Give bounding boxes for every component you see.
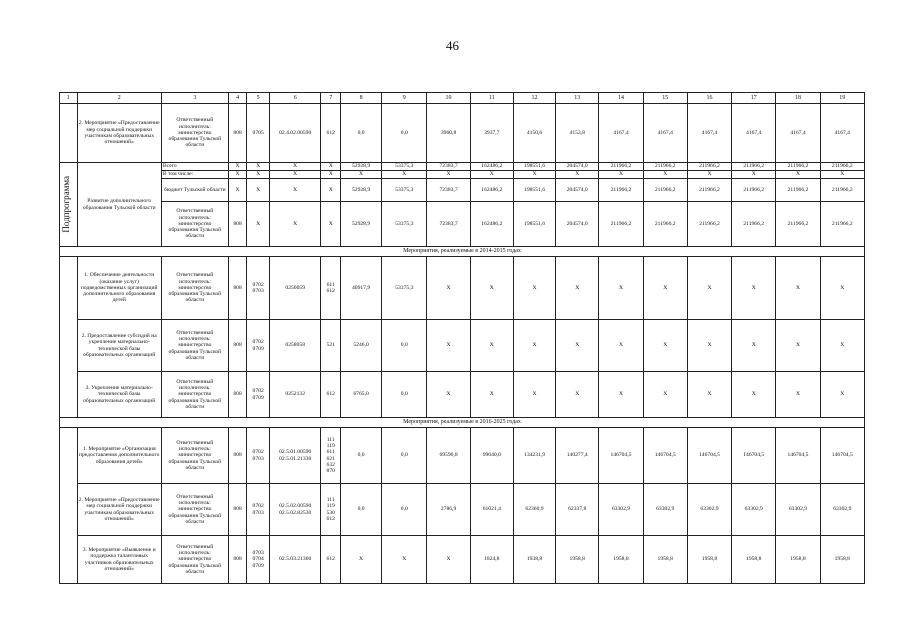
table-cell: X — [321, 171, 341, 179]
table-cell: 63302,9 — [599, 484, 643, 536]
table-cell: X — [247, 163, 270, 171]
header-cell: 2 — [77, 93, 161, 104]
table-cell: 211966,2 — [643, 202, 687, 247]
table-cell: 53375,3 — [382, 179, 427, 202]
header-row — [60, 93, 865, 104]
table-cell: 808 — [228, 104, 247, 163]
subprogram-name: Развитие дополнительного образования Тульской области — [77, 163, 161, 247]
table-cell: 0252132 — [269, 372, 320, 418]
table-cell: бюджет Тульской области — [161, 179, 228, 202]
table-cell: Ответственный исполнитель: министерство образования Тульской области — [161, 320, 228, 372]
table-cell: X — [247, 202, 270, 247]
table-cell: 198551,6 — [513, 163, 555, 171]
table-cell: 204574,0 — [556, 179, 599, 202]
table-cell: 211966,2 — [687, 202, 731, 247]
header-cell: 4 — [228, 93, 247, 104]
table-cell: X — [247, 171, 270, 179]
table-cell: X — [382, 171, 427, 179]
section-title: Мероприятия, реализуемые в 2016-2025 годах — [60, 418, 865, 428]
table-cell: X — [321, 179, 341, 202]
table-cell: Ответственный исполнитель: министерство образования Тульской области — [161, 104, 228, 163]
table-cell: Ответственный исполнитель: министерство образования Тульской области — [161, 484, 228, 536]
header-cell: 18 — [776, 93, 820, 104]
table-cell: 146704,5 — [599, 428, 643, 484]
table-cell: X — [599, 372, 643, 418]
table-cell: X — [820, 320, 864, 372]
table-cell: 61021,4 — [470, 484, 513, 536]
table-cell: 63302,9 — [820, 484, 864, 536]
table-cell: 0702 0703 — [247, 428, 270, 484]
table-cell: X — [820, 171, 864, 179]
table-cell: X — [687, 320, 731, 372]
table-cell: X — [732, 320, 776, 372]
table-cell: 146704,5 — [776, 428, 820, 484]
table-cell: 3. Укрепление материально-технической базы образовательных организаций — [77, 372, 161, 418]
table-cell: В том числе: — [161, 171, 228, 179]
table-cell: 63302,9 — [776, 484, 820, 536]
table-cell: 808 — [228, 372, 247, 418]
table-cell: 211966,2 — [732, 202, 776, 247]
table-cell: 4153,8 — [556, 104, 599, 163]
table-cell: 211966,2 — [820, 179, 864, 202]
table-cell: X — [427, 320, 470, 372]
table-cell: X — [776, 171, 820, 179]
table-cell: X — [228, 171, 247, 179]
table-cell: 1958,8 — [599, 536, 643, 584]
header-cell: 7 — [321, 93, 341, 104]
table-cell: 0,0 — [340, 484, 381, 536]
table-cell: 146704,5 — [732, 428, 776, 484]
table-cell: X — [340, 536, 381, 584]
section-row — [60, 418, 865, 428]
table-cell: 612 — [321, 536, 341, 584]
header-cell: 8 — [340, 93, 381, 104]
table-cell: 6765,0 — [340, 372, 381, 418]
table-cell: 808 — [228, 202, 247, 247]
table-cell: 146704,5 — [643, 428, 687, 484]
table-cell: 1958,8 — [732, 536, 776, 584]
table-cell: X — [776, 372, 820, 418]
table-row — [60, 428, 865, 484]
table-cell: 40917,9 — [340, 257, 381, 320]
table-cell: X — [470, 171, 513, 179]
table-cell: 162486,2 — [470, 202, 513, 247]
table-row — [60, 484, 865, 536]
table-cell — [60, 257, 78, 418]
table-cell: 1958,8 — [820, 536, 864, 584]
table-cell: 53375,3 — [382, 257, 427, 320]
budget-table — [59, 92, 865, 584]
table-cell: X — [321, 202, 341, 247]
table-cell: 211966,2 — [776, 163, 820, 171]
table-cell: Ответственный исполнитель: министерство образования Тульской области — [161, 202, 228, 247]
table-cell: 1. Мероприятие «Организация предоставления дополнительного образования детей» — [77, 428, 161, 484]
table-cell: X — [732, 372, 776, 418]
table-cell: 146704,5 — [687, 428, 731, 484]
table-cell: 134231,9 — [513, 428, 555, 484]
table-cell: 1958,8 — [643, 536, 687, 584]
table-cell: 211966,2 — [732, 163, 776, 171]
table-cell: X — [269, 171, 320, 179]
header-cell: 3 — [161, 93, 228, 104]
table-cell: X — [732, 171, 776, 179]
table-row — [60, 320, 865, 372]
table-cell: X — [556, 257, 599, 320]
table-cell: X — [427, 171, 470, 179]
table-cell: 3937,7 — [470, 104, 513, 163]
table-cell: 211966,2 — [643, 179, 687, 202]
table-cell: 5246,0 — [340, 320, 381, 372]
table-cell: 211966,2 — [599, 202, 643, 247]
table-row — [60, 536, 865, 584]
table-cell: 1938,8 — [513, 536, 555, 584]
table-cell: 211966,2 — [776, 179, 820, 202]
table-cell: 63302,9 — [732, 484, 776, 536]
table-cell: X — [427, 372, 470, 418]
table-cell: 1824,8 — [470, 536, 513, 584]
table-cell: Всего — [161, 163, 228, 171]
table-cell: 72383,7 — [427, 202, 470, 247]
header-cell: 14 — [599, 93, 643, 104]
vertical-label: Подпрограмма — [61, 176, 71, 233]
table-cell: 0258058 — [269, 320, 320, 372]
table-cell: 02.5.03.21360 — [269, 536, 320, 584]
table-cell: X — [470, 372, 513, 418]
table-cell: X — [687, 171, 731, 179]
table-cell: 52928,9 — [340, 202, 381, 247]
table-cell: 808 — [228, 257, 247, 320]
table-cell: 111 119 611 621 632 870 — [321, 428, 341, 484]
table-cell: X — [776, 257, 820, 320]
table-cell: X — [427, 536, 470, 584]
table-row — [60, 372, 865, 418]
table-cell: 2786,9 — [427, 484, 470, 536]
table-cell: 02.4.02.00590 — [269, 104, 320, 163]
table-cell: 62360,9 — [513, 484, 555, 536]
table-cell: X — [269, 179, 320, 202]
table-cell: Ответственный исполнитель: министерство образования Тульской области — [161, 372, 228, 418]
table-cell: 53375,3 — [382, 202, 427, 247]
table-row — [60, 179, 865, 202]
table-cell: 211966,2 — [643, 163, 687, 171]
table-cell: 0,0 — [340, 104, 381, 163]
table-cell: 72383,7 — [427, 163, 470, 171]
table-cell: 612 — [321, 104, 341, 163]
table-cell: 146704,5 — [820, 428, 864, 484]
table-cell: X — [643, 257, 687, 320]
header-cell: 16 — [687, 93, 731, 104]
table-cell: X — [269, 163, 320, 171]
table-cell: X — [732, 257, 776, 320]
table-cell: Ответственный исполнитель: министерство образования Тульской области — [161, 257, 228, 320]
table-cell: X — [228, 179, 247, 202]
table-cell — [60, 428, 78, 584]
table-cell: 0,0 — [382, 484, 427, 536]
table-cell: X — [382, 536, 427, 584]
section-title: Мероприятия, реализуемые в 2014-2015 годах — [60, 247, 865, 257]
table-cell: X — [427, 257, 470, 320]
table-cell: 0,0 — [382, 428, 427, 484]
table-cell: 211966,2 — [687, 179, 731, 202]
table-cell: 0703 0704 0709 — [247, 536, 270, 584]
table-cell: 1958,8 — [687, 536, 731, 584]
header-cell: 13 — [556, 93, 599, 104]
table-cell: 808 — [228, 484, 247, 536]
table-cell: 198551,6 — [513, 202, 555, 247]
table-cell: 0,0 — [382, 320, 427, 372]
table-cell: X — [643, 372, 687, 418]
table-cell: 521 — [321, 320, 341, 372]
table-cell: 204574,0 — [556, 163, 599, 171]
table-cell: 52928,9 — [340, 163, 381, 171]
section-row — [60, 247, 865, 257]
table-row — [60, 202, 865, 247]
header-cell: 9 — [382, 93, 427, 104]
table-cell: 162486,2 — [470, 179, 513, 202]
table-cell: Ответственный исполнитель: министерство образования Тульской области — [161, 428, 228, 484]
table-cell: X — [599, 171, 643, 179]
table-cell: 211966,2 — [732, 179, 776, 202]
table-cell: 211966,2 — [820, 202, 864, 247]
table-cell: 612 — [321, 372, 341, 418]
table-cell: 111 119 530 612 — [321, 484, 341, 536]
table-cell: 1958,8 — [556, 536, 599, 584]
table-cell: X — [470, 320, 513, 372]
table-cell: 02.5.01.00590 02.5.01.21330 — [269, 428, 320, 484]
table-cell: 0702 0703 — [247, 257, 270, 320]
table-cell: X — [556, 372, 599, 418]
table-cell: 63302,9 — [643, 484, 687, 536]
table-cell: X — [228, 163, 247, 171]
table-cell: X — [269, 202, 320, 247]
header-cell: 6 — [269, 93, 320, 104]
table-cell: 53375,3 — [382, 163, 427, 171]
table-cell: X — [820, 372, 864, 418]
table-row — [60, 171, 865, 179]
table-cell: X — [340, 171, 381, 179]
table-cell: X — [643, 320, 687, 372]
table-cell: 211966,2 — [776, 202, 820, 247]
table-cell: 4167,4 — [687, 104, 731, 163]
table-cell: X — [776, 320, 820, 372]
table-cell: 62337,8 — [556, 484, 599, 536]
header-cell: 11 — [470, 93, 513, 104]
table-cell: 0,0 — [340, 428, 381, 484]
table-cell: X — [513, 320, 555, 372]
table-cell: 162486,2 — [470, 163, 513, 171]
table-cell — [60, 104, 78, 163]
table-cell: 3. Мероприятие «Выявление и поддержка талантливых участников образовательных отношений» — [77, 536, 161, 584]
table-cell: 02.5.02.00590 02.5.02.82530 — [269, 484, 320, 536]
table-cell: 808 — [228, 428, 247, 484]
table-cell: 4167,4 — [776, 104, 820, 163]
table-cell: 198551,6 — [513, 179, 555, 202]
table-cell: 0250059 — [269, 257, 320, 320]
table-cell: 211966,2 — [599, 163, 643, 171]
table-cell: 0,0 — [382, 104, 427, 163]
table-cell: 211966,2 — [820, 163, 864, 171]
table-cell: X — [556, 320, 599, 372]
table-cell: 2. Предоставление субсидий на укрепление материально-технической базы образовательных организаций — [77, 320, 161, 372]
table-cell: 204574,0 — [556, 202, 599, 247]
table-cell: X — [247, 179, 270, 202]
table-cell: 211966,2 — [687, 163, 731, 171]
table-cell: 4167,4 — [643, 104, 687, 163]
table-row — [60, 104, 865, 163]
table-cell: 611 612 — [321, 257, 341, 320]
table-cell: 69596,8 — [427, 428, 470, 484]
header-cell: 15 — [643, 93, 687, 104]
header-cell: 5 — [247, 93, 270, 104]
table-cell: X — [513, 257, 555, 320]
table-cell: X — [556, 171, 599, 179]
table-cell: 2. Мероприятие «Предоставление мер социальной поддержки участникам образовательных отношений» — [77, 104, 161, 163]
header-cell: 17 — [732, 93, 776, 104]
table-cell: 2. Мероприятие «Предоставление мер социальной поддержки участникам образовательных отношений» — [77, 484, 161, 536]
table-cell: X — [687, 372, 731, 418]
table-cell: 4167,4 — [732, 104, 776, 163]
table-cell: X — [321, 163, 341, 171]
header-cell: 12 — [513, 93, 555, 104]
table-cell: 4150,6 — [513, 104, 555, 163]
table-row — [60, 257, 865, 320]
table-cell: 1958,8 — [776, 536, 820, 584]
table-cell: 63302,9 — [687, 484, 731, 536]
header-cell: 1 — [60, 93, 78, 104]
table-cell: X — [643, 171, 687, 179]
table-cell: 0702 0703 — [247, 484, 270, 536]
table-cell: X — [599, 320, 643, 372]
table-cell: 140277,4 — [556, 428, 599, 484]
table-cell: X — [470, 257, 513, 320]
table-cell: 0,0 — [382, 372, 427, 418]
table-cell: 211966,2 — [599, 179, 643, 202]
table-cell: 4167,4 — [820, 104, 864, 163]
table-cell: X — [513, 372, 555, 418]
table-cell: 0705 — [247, 104, 270, 163]
table-row — [60, 163, 865, 171]
table-cell: 52928,9 — [340, 179, 381, 202]
table-cell: 808 — [228, 536, 247, 584]
table-cell: X — [599, 257, 643, 320]
table-cell: Ответственный исполнитель: министерство образования Тульской области — [161, 536, 228, 584]
vertical-label-cell — [60, 163, 78, 247]
header-cell: 19 — [820, 93, 864, 104]
table-cell: 4167,4 — [599, 104, 643, 163]
table-cell: 808 — [228, 320, 247, 372]
table-cell: X — [513, 171, 555, 179]
table-cell: 72383,7 — [427, 179, 470, 202]
table-cell: X — [687, 257, 731, 320]
table-cell: 99640,0 — [470, 428, 513, 484]
table-cell: 0702 0709 — [247, 320, 270, 372]
table-cell: 0702 0709 — [247, 372, 270, 418]
table-cell: X — [820, 257, 864, 320]
table-cell: 1. Обеспечение деятельности (оказание услуг) подведомственных организаций дополнительного образования детей — [77, 257, 161, 320]
table-cell: 3960,8 — [427, 104, 470, 163]
page-number: 46 — [446, 38, 459, 53]
header-cell: 10 — [427, 93, 470, 104]
